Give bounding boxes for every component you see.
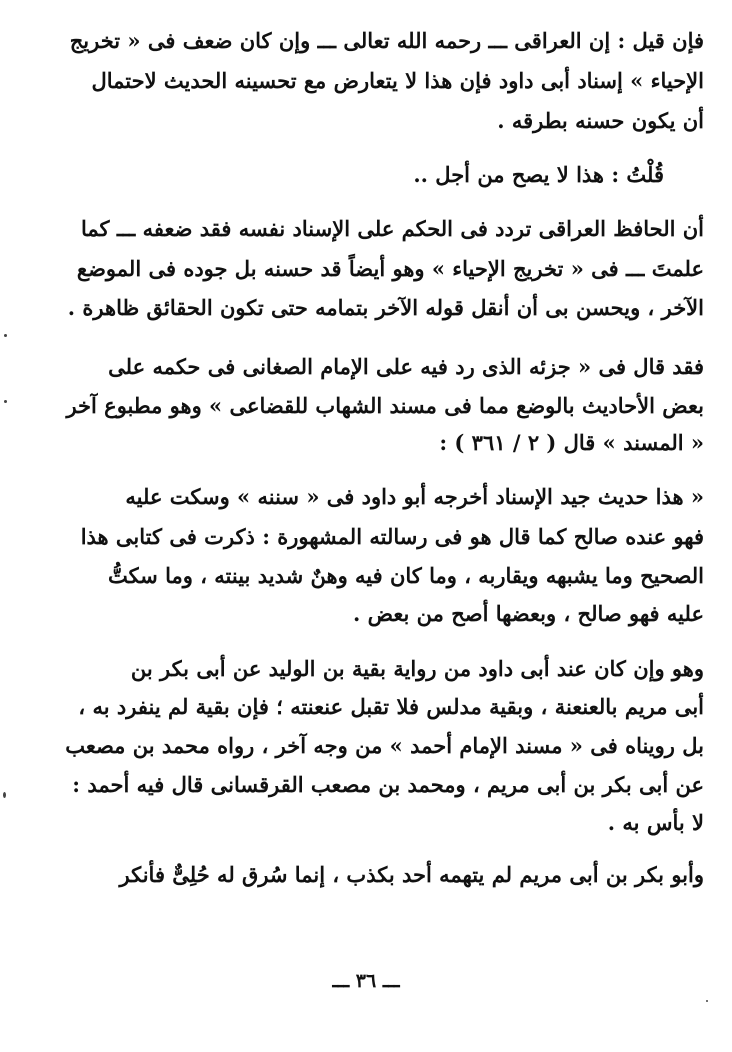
text-line: فإن قيل : إن العراقى ـــ رحمه الله تعالى ـــ وإن كان ضعف فى « تخريج	[69, 28, 704, 53]
scan-speck	[706, 1000, 708, 1002]
text-line: الصحيح وما يشبهه ويقاربه ، وما كان فيه وهنٌ شديد بينته ، وما سكتُّ	[107, 563, 704, 588]
text-line: فقد قال فى « جزئه الذى رد فيه على الإمام الصغانى فى حكمه على	[108, 354, 704, 379]
scan-speck	[4, 400, 7, 403]
text-line: وهو وإن كان عند أبى داود من رواية بقية بن الوليد عن أبى بكر بن	[130, 656, 704, 681]
text-line: فهو عنده صالح كما قال هو فى رسالته المشهورة : ذكرت فى كتابى هذا	[80, 524, 704, 549]
text-line: لا بأس به .	[607, 810, 704, 835]
text-line: علمتَ ـــ فى « تخريج الإحياء » وهو أيضاً قد حسنه بل جوده فى الموضع	[76, 256, 704, 281]
text-line: عن أبى بكر بن أبى مريم ، ومحمد بن مصعب القرقسانى قال فيه أحمد :	[72, 772, 704, 797]
text-line: عليه فهو صالح ، وبعضها أصح من بعض .	[353, 601, 704, 626]
text-line: « المسند » قال ( ٢ / ٣٦١ ) :	[439, 430, 704, 455]
text-line: « هذا حديث جيد الإسناد أخرجه أبو داود فى « سننه » وسكت عليه	[125, 484, 704, 509]
text-line: الآخر ، ويحسن بى أن أنقل قوله الآخر بتمامه حتى تكون الحقائق ظاهرة .	[67, 295, 704, 320]
text-line: أن يكون حسنه بطرقه .	[497, 108, 704, 133]
scan-speck	[4, 334, 7, 337]
text-line: بل رويناه فى « مسند الإمام أحمد » من وجه آخر ، رواه محمد بن مصعب	[65, 733, 704, 758]
text-line: قُلْتُ : هذا لا يصح من أجل ..	[413, 162, 664, 187]
text-line: أن الحافظ العراقى تردد فى الحكم على الإسناد نفسه فقد ضعفه ـــ كما	[81, 216, 704, 241]
text-line: أبى مريم بالعنعنة ، وبقية مدلس فلا تقبل عنعنته ؛ فإن بقية لم ينفرد به ،	[78, 694, 704, 719]
page-number: ـــ ٣٦ ـــ	[332, 970, 400, 992]
text-line: بعض الأحاديث بالوضع مما فى مسند الشهاب للقضاعى » وهو مطبوع آخر	[66, 393, 704, 418]
scan-speck	[3, 792, 6, 798]
text-line: الإحياء » إسناد أبى داود فإن هذا لا يتعارض مع تحسينه الحديث لاحتمال	[91, 68, 704, 93]
text-line: وأبو بكر بن أبى مريم لم يتهمه أحد بكذب ، إنما سُرق له حُلِىٌّ فأنكر	[119, 862, 704, 887]
